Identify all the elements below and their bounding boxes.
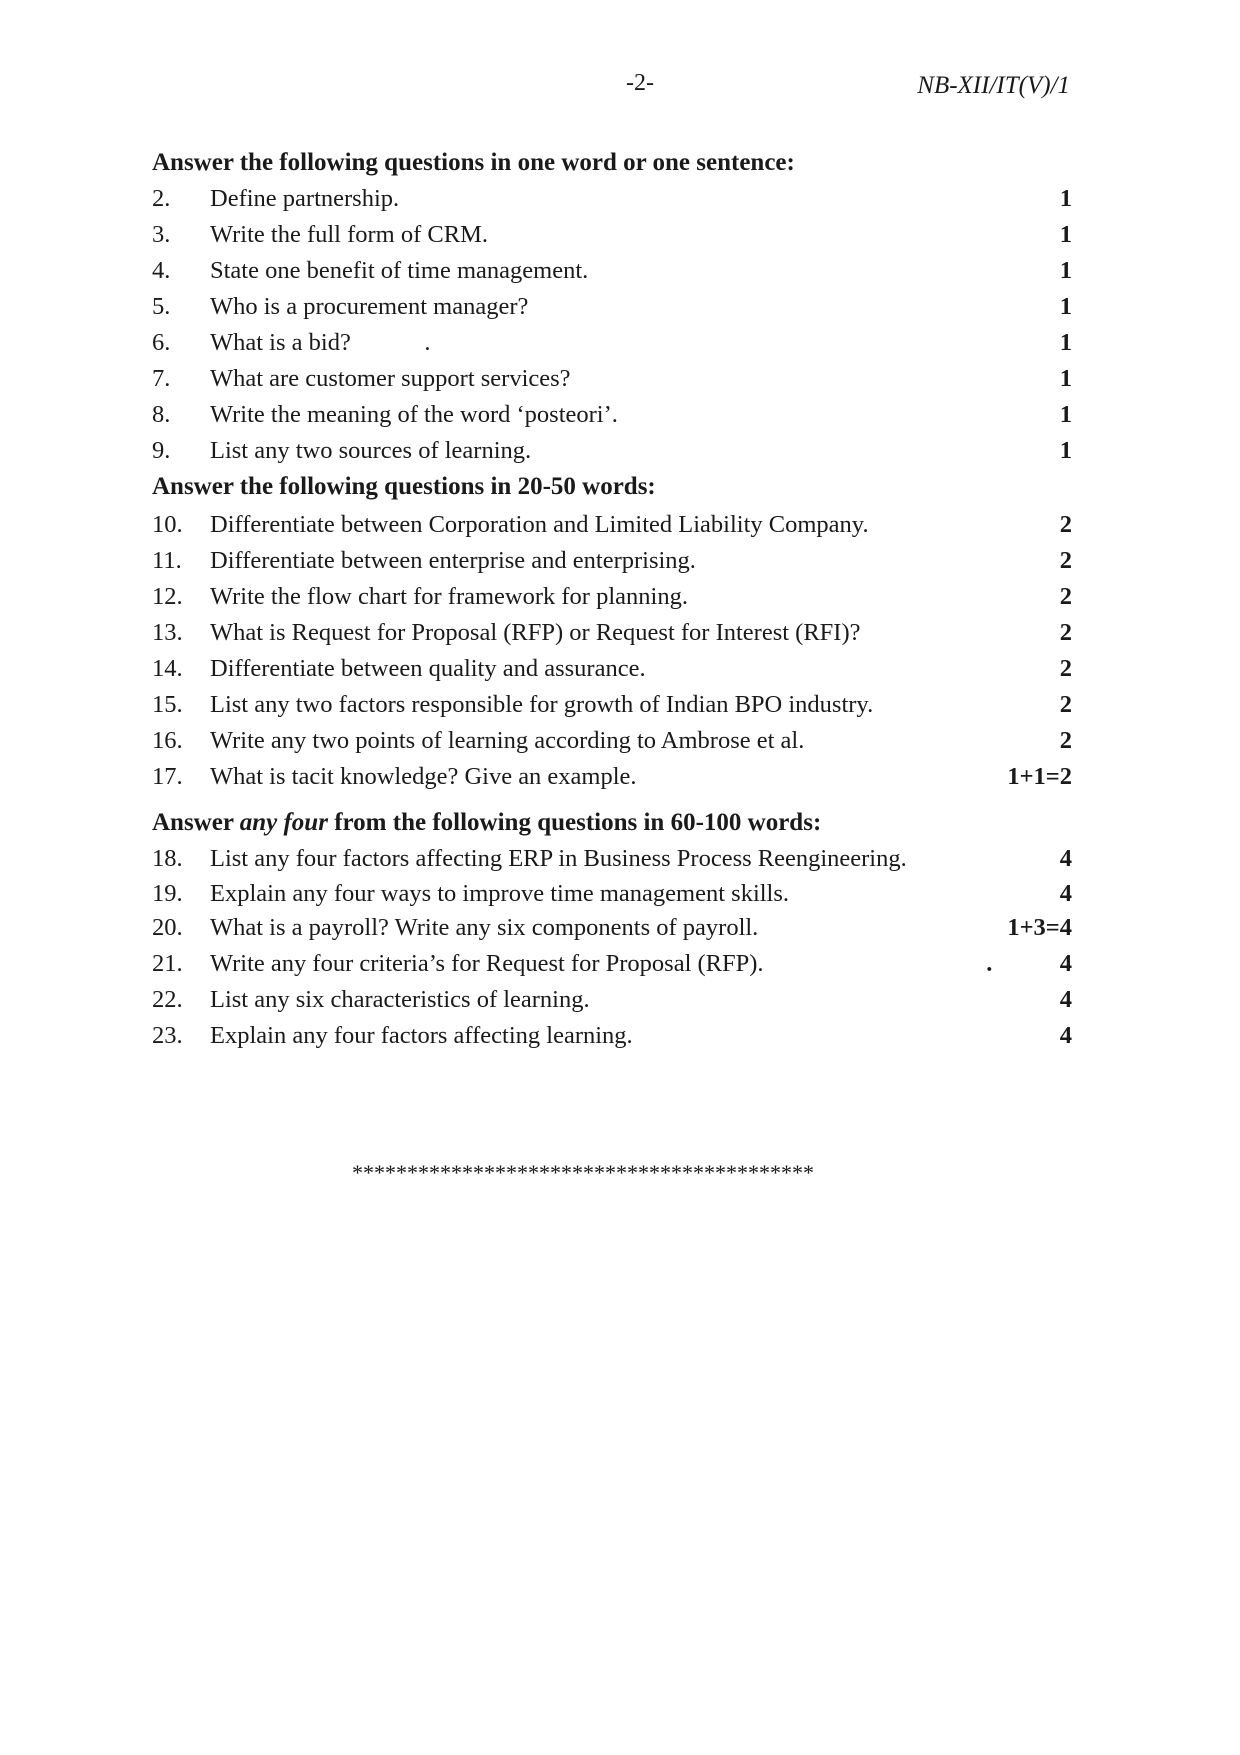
question-paper (152, 145, 1072, 1054)
question-text: Explain any four factors affecting learning. (210, 1022, 633, 1049)
question-number: 8. (152, 401, 171, 428)
question-number: 2. (152, 185, 171, 212)
question-text: List any two sources of learning. (210, 437, 532, 464)
question-row (152, 615, 1072, 651)
question-row (152, 946, 1072, 982)
question-marks: 1 (1059, 329, 1072, 356)
question-number: 15. (152, 691, 183, 718)
question-marks: 1 (1059, 401, 1072, 428)
question-text: Write the full form of CRM. (210, 221, 488, 248)
question-text: Write the meaning of the word ‘posteori’. (210, 401, 618, 428)
question-text: Differentiate between quality and assurance. (210, 655, 646, 682)
question-text: Differentiate between enterprise and enterprising. (210, 547, 696, 574)
question-row (152, 217, 1072, 253)
question-number: 14. (152, 655, 183, 682)
question-marks: 1 (1059, 293, 1072, 320)
heading-emphasis: any four (239, 809, 328, 836)
section-short-answer (152, 469, 1072, 795)
question-number: 12. (152, 583, 183, 610)
question-marks: 4 (1059, 986, 1072, 1013)
question-number: 22. (152, 986, 183, 1013)
question-marks: 2 (1059, 619, 1072, 646)
question-row (152, 543, 1072, 579)
question-row (152, 841, 1072, 877)
question-number: 23. (152, 1022, 183, 1049)
question-text: What is a payroll? Write any six components of payroll. (210, 914, 759, 941)
question-number: 7. (152, 365, 171, 392)
question-marks: 2 (1059, 727, 1072, 754)
question-marks: 4 (1059, 845, 1072, 872)
question-text: Write any four criteria’s for Request for Proposal (RFP). (210, 950, 764, 977)
question-row (152, 579, 1072, 615)
question-text: Write any two points of learning according to Ambrose et al. (210, 727, 805, 754)
question-text: What is Request for Proposal (RFP) or Request for Interest (RFI)? (210, 619, 861, 646)
end-separator: ****************************************** (352, 1160, 814, 1185)
question-marks: 4 (1059, 1022, 1072, 1049)
section-heading: Answer any four from the following questions in 60-100 words: (152, 809, 822, 836)
question-marks: 2 (1059, 691, 1072, 718)
question-number: 11. (152, 547, 182, 574)
question-row (152, 687, 1072, 723)
question-row (152, 1018, 1072, 1054)
page-number: -2- (626, 70, 654, 96)
question-number: 13. (152, 619, 183, 646)
question-row (152, 759, 1072, 795)
question-marks: 1+3=4 (1007, 914, 1072, 941)
question-text: Write the flow chart for framework for planning. (210, 583, 688, 610)
question-number: 4. (152, 257, 171, 284)
question-marks: 1 (1059, 185, 1072, 212)
question-text: Differentiate between Corporation and Limited Liability Company. (210, 511, 869, 538)
paper-code: NB-XII/IT(V)/1 (917, 72, 1070, 99)
question-marks: 4 (1059, 880, 1072, 907)
question-row (152, 910, 1072, 946)
question-marks: 2 (1059, 655, 1072, 682)
question-row (152, 361, 1072, 397)
question-text: List any six characteristics of learning. (210, 986, 590, 1013)
question-marks: 1 (1059, 365, 1072, 392)
question-row (152, 325, 1072, 361)
question-marks: 1 (1059, 221, 1072, 248)
question-text: List any two factors responsible for growth of Indian BPO industry. (210, 691, 874, 718)
section-one-word (152, 145, 1072, 469)
question-row (152, 507, 1072, 543)
question-text: What is tacit knowledge? Give an example. (210, 763, 637, 790)
question-row (152, 289, 1072, 325)
question-marks: 2 (1059, 511, 1072, 538)
question-number: 16. (152, 727, 183, 754)
question-marks: 1 (1059, 257, 1072, 284)
question-marks: 1 (1059, 437, 1072, 464)
question-marks: 2 (1059, 583, 1072, 610)
question-text: List any four factors affecting ERP in Business Process Reengineering. (210, 845, 907, 872)
question-number: 3. (152, 221, 171, 248)
question-marks: 1+1=2 (1007, 763, 1072, 790)
question-number: 19. (152, 880, 183, 907)
question-number: 9. (152, 437, 171, 464)
section-long-answer (152, 805, 1072, 1054)
question-number: 20. (152, 914, 183, 941)
question-number: 10. (152, 511, 183, 538)
question-row (152, 253, 1072, 289)
question-row (152, 433, 1072, 469)
section-heading: Answer the following questions in one word or one sentence: (152, 149, 795, 176)
question-text: Explain any four ways to improve time management skills. (210, 880, 790, 907)
question-number: 5. (152, 293, 171, 320)
question-text: What are customer support services? (210, 365, 571, 392)
question-row (152, 651, 1072, 687)
question-text: Who is a procurement manager? (210, 293, 529, 320)
question-marks: . 4 (986, 950, 1072, 977)
question-row (152, 982, 1072, 1018)
question-number: 17. (152, 763, 183, 790)
question-row (152, 397, 1072, 433)
question-text: State one benefit of time management. (210, 257, 589, 284)
question-text: Define partnership. (210, 185, 400, 212)
question-text: What is a bid? . (210, 329, 431, 356)
question-number: 18. (152, 845, 183, 872)
question-row (152, 723, 1072, 759)
question-number: 6. (152, 329, 171, 356)
section-heading: Answer the following questions in 20-50 words: (152, 473, 656, 500)
question-row (152, 181, 1072, 217)
question-marks: 2 (1059, 547, 1072, 574)
question-number: 21. (152, 950, 183, 977)
question-row (152, 877, 1072, 910)
